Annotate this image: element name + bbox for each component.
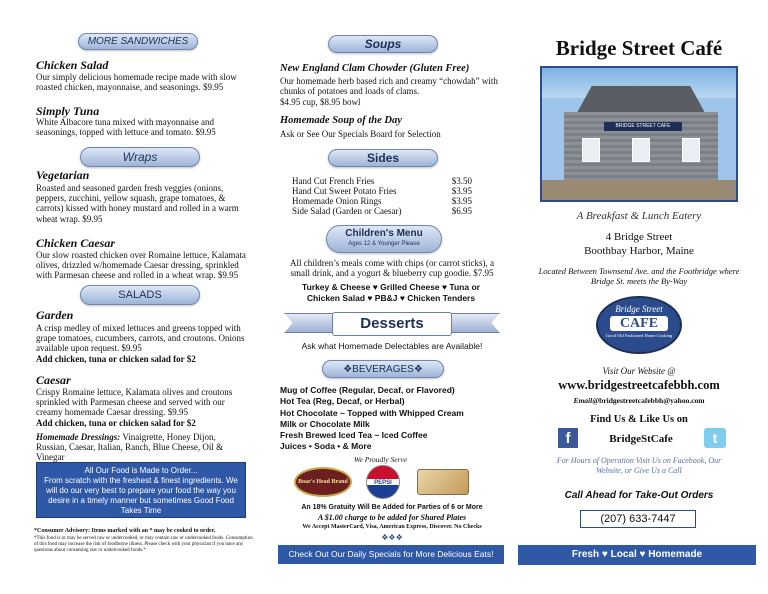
location-note: Located Between Townsend Ave. and the Footbridge where Bridge St. meets the By-Way [538, 266, 740, 286]
diamond-divider: ❖❖❖ [381, 533, 403, 542]
sides-list [292, 176, 472, 216]
chowder-title: New England Clam Chowder (Gluten Free) [280, 63, 470, 74]
left-column [0, 0, 258, 594]
cards-accepted: We Accept MasterCard, Visa, American Express, Discover. No Checks [302, 524, 482, 530]
side-item: Hand Cut Sweet Potato Fries $3.95 [292, 186, 472, 196]
cafe-photo-sign: BRIDGE STREET CAFE [604, 122, 682, 131]
desserts-line: Ask what Homemade Delectables are Available! [301, 341, 483, 351]
cafe-photo [540, 66, 738, 202]
garden-add: Add chicken, tuna or chicken salad for $2 [36, 354, 196, 364]
beverage-item: Milk or Chocolate Milk [280, 418, 370, 429]
social-handle[interactable]: BridgeStCafe [609, 433, 673, 445]
caesar-desc: Crispy Romaine lettuce, Kalamata olives and croutons sprinkled with Parmesan cheese and served with our creamy homemade Caesar dressing. $9.95 [36, 387, 233, 418]
advisory-text: *This food is or may be served raw or undercooked, or may contain raw or undercooked foods. Consumption of this food may increase the risk of foodborne illness. Please check with your physician if you have any questions about consuming raw or undercooked foods.* [34, 536, 253, 553]
chowder-price: $4.95 cup, $8.95 bowl [280, 97, 361, 107]
more-sandwiches-heading: MORE SANDWICHES [78, 33, 198, 50]
pepsi-logo: PEPSI [366, 465, 400, 499]
side-item: Hand Cut French Fries $3.50 [292, 176, 472, 186]
beverages-heading: ❖BEVERAGES❖ [322, 360, 444, 378]
hours-note: For Hours of Operation Visit Us on Facebook, Our Website, or Give Us a Call [556, 456, 722, 475]
middle-column [262, 0, 502, 594]
childrens-items-1: Turkey & Cheese ♥ Grilled Cheese ♥ Tuna or [302, 282, 480, 292]
desserts-heading: Desserts [332, 312, 452, 336]
vegetarian-title: Vegetarian [36, 168, 90, 182]
address-line-2: Boothbay Harbor, Maine [584, 245, 694, 257]
beverage-item: Fresh Brewed Iced Tea ~ Iced Coffee [280, 430, 428, 441]
chicken-caesar-title: Chicken Caesar [36, 236, 116, 250]
beverage-item: Hot Chocolate ~ Topped with Whipped Cream [280, 407, 464, 418]
right-column [510, 0, 768, 594]
advisory-title: *Consumer Advisory: Items marked with an * may be cooked to order. [34, 528, 216, 534]
tea-logo [417, 469, 469, 495]
simply-tuna-desc: White Albacore tuna mixed with mayonnaise and seasonings, topped with lettuce and tomato. $9.95 [36, 117, 216, 138]
dressings-list: Vinaigrette, Honey Dijon, Russian, Caesar, Italian, Ranch, Blue Cheese, Oil & Vinegar [36, 432, 224, 463]
beverage-item: Mug of Coffee (Regular, Decaf, or Flavored) [280, 385, 455, 395]
logo-sub: Good Old Fashioned Home Cooking [605, 333, 673, 338]
shared-plates-note: A $1.00 charge to be added for Shared Plates [317, 513, 467, 522]
visit-website: Visit Our Website @ [602, 366, 676, 376]
fresh-local-homemade-bar: Fresh ♥ Local ♥ Homemade [518, 545, 756, 565]
made-to-order-title: All Our Food is Made to Order... [84, 466, 198, 475]
logo-mid: CAFE [610, 316, 668, 331]
address-line-1: 4 Bridge Street [605, 231, 673, 243]
childrens-items-2: Chicken Salad ♥ PB&J ♥ Chicken Tenders [306, 293, 476, 303]
chicken-salad-title: Chicken Salad [36, 58, 109, 72]
beverage-item: Hot Tea (Reg, Decaf, or Herbal) [280, 396, 405, 407]
dressings-label: Homemade Dressings: [36, 432, 121, 442]
salads-heading: SALADS [80, 285, 200, 305]
proudly-serve: We Proudly Serve [354, 455, 408, 464]
beverages-list [280, 385, 506, 453]
chowder-desc: Our homemade herb based rich and creamy “chowdah” with chunks of potatoes and loads of clams. [280, 76, 498, 97]
cafe-logo [596, 296, 682, 354]
side-item: Side Salad (Garden or Caesar) $6.95 [292, 206, 472, 216]
sides-heading: Sides [328, 149, 438, 167]
soups-heading: Soups [328, 35, 438, 53]
daily-specials-bar: Check Out Our Daily Specials for More Delicious Eats! [278, 545, 504, 564]
soup-of-day-title: Homemade Soup of the Day [280, 115, 402, 126]
childrens-menu-heading: Children's Menu Ages 12 & Younger Please [326, 225, 442, 253]
caesar-add: Add chicken, tuna or chicken salad for $2 [36, 418, 196, 428]
dressings [36, 432, 248, 463]
logo-top: Bridge Street [615, 304, 663, 314]
cafe-name: Bridge Street Café [555, 36, 723, 60]
call-ahead: Call Ahead for Take-Out Orders [564, 490, 714, 501]
chicken-caesar-desc: Our slow roasted chicken over Romaine lettuce, Kalamata olives, drizzled w/homemade Caesar dressing, sprinkled with Parmesan cheese and rolled in a wheat wrap. $9.95 [36, 250, 246, 281]
email-label: Email [573, 396, 593, 405]
find-us: Find Us & Like Us on [590, 414, 688, 425]
beverage-item: Juices • Soda • & More [280, 441, 372, 452]
childrens-desc: All children’s meals come with chips (or carrot sticks), a small drink, and a yogurt & blueberry cup goodie. $7.95 [290, 258, 494, 279]
made-to-order-box [36, 462, 246, 518]
made-to-order-text: From scratch with the freshest & finest ingredients. We will do our very best to prepare your food the way you desire in a timely manner but sometimes Good Food Takes Time [44, 476, 238, 515]
website-link[interactable]: www.bridgestreetcafebbh.com [558, 378, 720, 392]
email-address[interactable]: @bridgestreetcafebbh@yahoo.com [592, 396, 705, 405]
simply-tuna-title: Simply Tuna [36, 104, 100, 118]
gratuity-note: An 18% Gratuity Will Be Added for Parties of 6 or More [301, 504, 483, 511]
vegetarian-desc: Roasted and seasoned garden fresh veggies (onions, peppers, zucchini, yellow squash, grape tomatoes, & carrots) kissed with honey mustard and rolled in a warm wheat wrap. $9.95 [36, 183, 239, 224]
garden-desc: A crisp medley of mixed lettuces and greens topped with grape tomatoes, cucumbers, carrots, and croutons. Onions available upon request. $9.95 [36, 323, 245, 354]
phone-number[interactable]: (207) 633-7447 [580, 510, 696, 528]
wraps-heading: Wraps [80, 147, 200, 167]
email-line[interactable] [510, 396, 768, 405]
soup-of-day-desc: Ask or See Our Specials Board for Selection [280, 129, 441, 139]
garden-title: Garden [36, 308, 74, 322]
chicken-salad-desc: Our simply delicious homemade recipe made with slow roasted chicken, mayonnaise, and seasonings. $9.95 [36, 72, 237, 93]
side-item: Homemade Onion Rings $3.95 [292, 196, 472, 206]
boars-head-logo: Boar's Head Brand [294, 467, 352, 497]
tagline: A Breakfast & Lunch Eatery [576, 210, 702, 222]
caesar-title: Caesar [36, 373, 71, 387]
twitter-icon[interactable]: t [704, 428, 726, 448]
facebook-icon[interactable]: f [558, 428, 578, 448]
